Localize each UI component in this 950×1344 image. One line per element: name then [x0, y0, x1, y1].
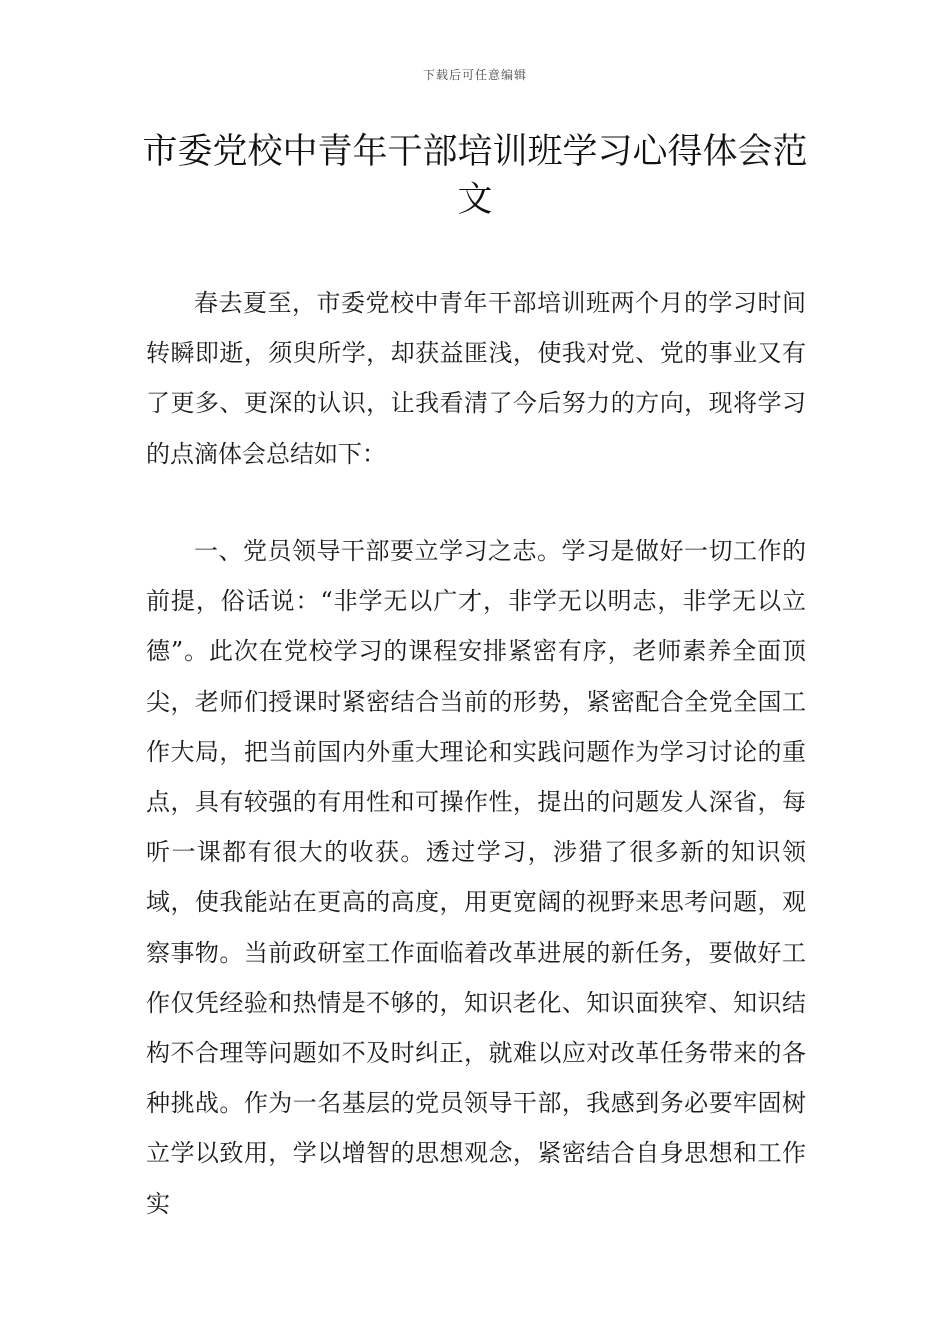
- paragraph-intro: 春去夏至，市委党校中青年干部培训班两个月的学习时间转瞬即逝，须臾所学，却获益匪浅，使我对党、党的事业又有了更多、更深的认识，让我看清了今后努力的方向，现将学习的点滴体会总结如下：: [146, 289, 806, 468]
- document-title: 市委党校中青年干部培训班学习心得体会范文: [142, 132, 808, 220]
- header-note: 下载后可任意编辑: [422, 68, 527, 82]
- paragraph-section-one: 一、党员领导干部要立学习之志。学习是做好一切工作的前提，俗话说：“非学无以广才，非学无以明志，非学无以立德”。此次在党校学习的课程安排紧密有序，老师素养全面顶尖，老师们授课时紧密结合当前的形势，紧密配合全党全国工作大局，把当前国内外重大理论和实践问题作为学习讨论的重点，具有较强的有用性和可操作性，提出的问题发人深省，每听一课都有很大的收获。透过学习，涉猎了很多新的知识领域，使我能站在更高的高度，用更宽阔的视野来思考问题，观察事物。当前政研室工作面临着改革进展的新任务，要做好工作仅凭经验和热情是不够的，知识老化、知识面狭窄、知识结构不合理等问题如不及时纠正，就难以应对改革任务带来的各种挑战。作为一名基层的党员领导干部，我感到务必要牢固树立学以致用，学以增智的思想观念，紧密结合自身思想和工作实: [146, 537, 806, 1218]
